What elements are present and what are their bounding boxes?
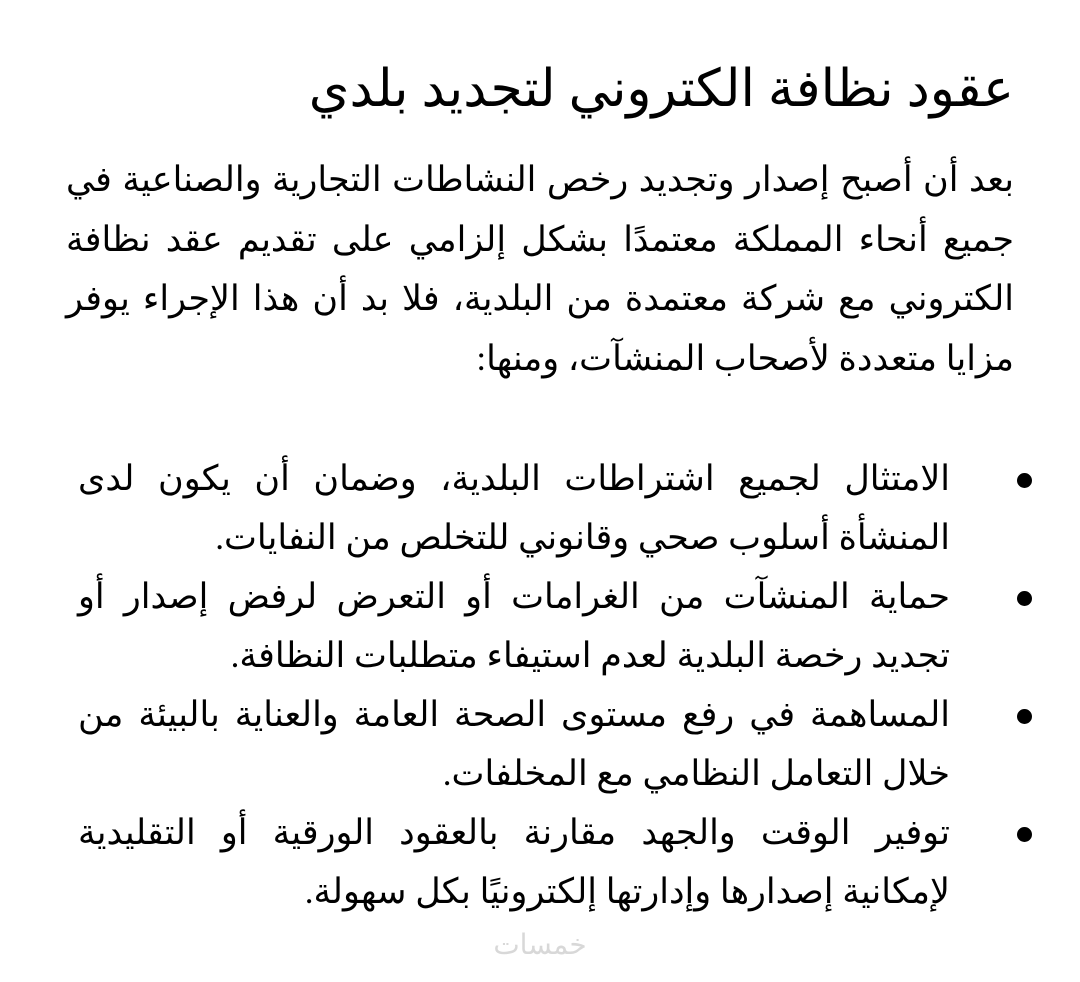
list-item [78,450,950,567]
list-item-text: الامتثال لجميع اشتراطات البلدية، وضمان أن يكون لدى المنشأة أسلوب صحي وقانوني للتخلص من النفايات. [78,459,950,557]
bullet-icon [1017,709,1032,724]
list-item-text: توفير الوقت والجهد مقارنة بالعقود الورقية أو التقليدية لإمكانية إصدارها وإدارتها إلكترونيًا بكل سهولة. [78,813,950,911]
list-item [78,804,950,921]
list-item [78,686,950,803]
bullet-icon [1017,473,1032,488]
list-item [78,568,950,685]
list-item-text: المساهمة في رفع مستوى الصحة العامة والعناية بالبيئة من خلال التعامل النظامي مع المخلفات. [78,695,950,793]
intro-paragraph: بعد أن أصبح إصدار وتجديد رخص النشاطات التجارية والصناعية في جميع أنحاء المملكة معتمدًا بشكل إلزامي على تقديم عقد نظافة الكتروني مع شركة معتمدة من البلدية، فلا بد أن هذا الإجراء يوفر مزايا متعددة لأصحاب المنشآت، ومنها: [66,160,1014,378]
page-title: عقود نظافة الكتروني لتجديد بلدي [308,61,1014,118]
watermark-logo: خمسات [493,928,587,961]
bullet-icon [1017,827,1032,842]
list-item-text: حماية المنشآت من الغرامات أو التعرض لرفض إصدار أو تجديد رخصة البلدية لعدم استيفاء متطلبات النظافة. [78,577,950,675]
benefits-list [78,450,950,922]
bullet-icon [1017,591,1032,606]
